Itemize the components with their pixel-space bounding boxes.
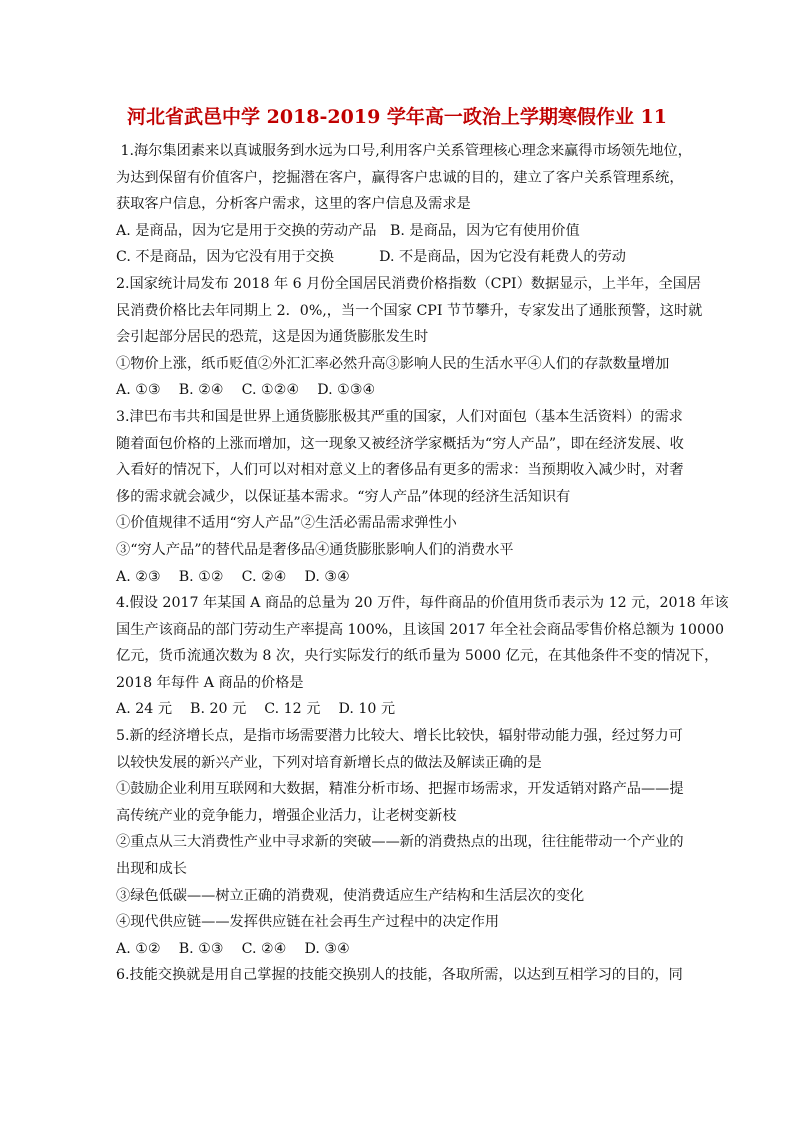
q3-statements-1: ①价值规律不适用“穷人产品”②生活必需品需求弹性小 bbox=[116, 515, 457, 532]
q2-text-line-3: 会引起部分居民的恐荒，这是因为通货膨胀发生时 bbox=[116, 329, 429, 346]
q3-text-line-2: 随着面包价格的上涨而增加，这一现象又被经济学家概括为“穷人产品”，即在经济发展、收 bbox=[116, 435, 684, 452]
q5-text-line-2: 以较快发展的新兴产业，下列对培育新增长点的做法及解读正确的是 bbox=[116, 754, 542, 771]
document-body bbox=[116, 138, 729, 989]
q4-text-line-4: 2018 年每件 A 商品的价格是 bbox=[116, 674, 304, 691]
q5-options: A. ①② B. ①③ C. ②④ D. ③④ bbox=[116, 940, 350, 957]
q3-statements-2: ③“穷人产品”的替代品是奢侈品④通货膨胀影响人们的消费水平 bbox=[116, 541, 514, 558]
q6-text-line-1: 6.技能交换就是用自己掌握的技能交换别人的技能，各取所需，以达到互相学习的目的，同 bbox=[116, 967, 683, 984]
q1-text-line-2: 为达到保留有价值客户，挖掘潜在客户，赢得客户忠诚的目的，建立了客户关系管理系统， bbox=[116, 169, 684, 186]
q1-options-ab: A. 是商品，因为它是用于交换的劳动产品 B. 是商品，因为它有使用价值 bbox=[116, 222, 580, 239]
q5-statement-2-line-2: 出现和成长 bbox=[116, 861, 187, 878]
q2-text-line-1: 2.国家统计局发布 2018 年 6 月份全国居民消费价格指数（CPI）数据显示，上半年，全国居 bbox=[116, 275, 702, 292]
q4-text-line-1: 4.假设 2017 年某国 A 商品的总量为 20 万件，每件商品的价值用货币表示为 12 元，2018 年该 bbox=[116, 595, 729, 612]
q2-statements: ①物价上涨，纸币贬值②外汇汇率必然升高③影响人民的生活水平④人们的存款数量增加 bbox=[116, 355, 670, 372]
q4-text-line-3: 亿元，货币流通次数为 8 次，央行实际发行的纸币量为 5000 亿元，在其他条件不变的情况下， bbox=[116, 648, 719, 665]
q5-statement-4: ④现代供应链——发挥供应链在社会再生产过程中的决定作用 bbox=[116, 914, 500, 931]
q1-text-line-1: 1.海尔集团素来以真诚服务到水远为口号,利用客户关系管理核心理念来赢得市场领先地位， bbox=[116, 143, 692, 159]
q3-options: A. ②③ B. ①② C. ②④ D. ③④ bbox=[116, 568, 350, 585]
q5-text-line-1: 5.新的经济增长点，是指市场需要潜力比较大、增长比较快，辐射带动能力强，经过努力可 bbox=[116, 728, 683, 745]
q5-statement-1-line-1: ①鼓励企业利用互联网和大数据，精准分析市场、把握市场需求，开发适销对路产品——提 bbox=[116, 781, 684, 798]
q2-options: A. ①③ B. ②④ C. ①②④ D. ①③④ bbox=[116, 382, 376, 399]
q5-statement-3: ③绿色低碳——树立正确的消费观，使消费适应生产结构和生活层次的变化 bbox=[116, 887, 585, 904]
q3-text-line-4: 侈的需求就会减少，以保证基本需求。“穷人产品”体现的经济生活知识有 bbox=[116, 488, 571, 505]
q1-text-line-3: 获取客户信息，分析客户需求，这里的客户信息及需求是 bbox=[116, 196, 471, 213]
q5-statement-1-line-2: 高传统产业的竞争能力，增强企业活力，让老树变新枝 bbox=[116, 807, 457, 824]
q3-text-line-1: 3.津巴布韦共和国是世界上通货膨胀极其严重的国家，人们对面包（基本生活资料）的需求 bbox=[116, 408, 683, 425]
q1-options-cd: C. 不是商品，因为它没有用于交换 D. 不是商品，因为它没有耗费人的劳动 bbox=[116, 249, 626, 266]
q5-statement-2-line-1: ②重点从三大消费性产业中寻求新的突破——新的消费热点的出现，往往能带动一个产业的 bbox=[116, 834, 684, 851]
q3-text-line-3: 入看好的情况下，人们可以对相对意义上的奢侈品有更多的需求：当预期收入减少时，对奢 bbox=[116, 462, 684, 479]
q2-text-line-2: 民消费价格比去年同期上 2．0%,，当一个国家 CPI 节节攀升，专家发出了通胀预警，这时就 bbox=[116, 302, 703, 319]
document-title: 河北省武邑中学 2018-2019 学年高一政治上学期寒假作业 11 bbox=[127, 106, 667, 128]
q4-text-line-2: 国生产该商品的部门劳动生产率提高 100%，且该国 2017 年全社会商品零售价格总额为 10000 bbox=[116, 621, 725, 638]
q4-options: A. 24 元 B. 20 元 C. 12 元 D. 10 元 bbox=[116, 701, 396, 718]
